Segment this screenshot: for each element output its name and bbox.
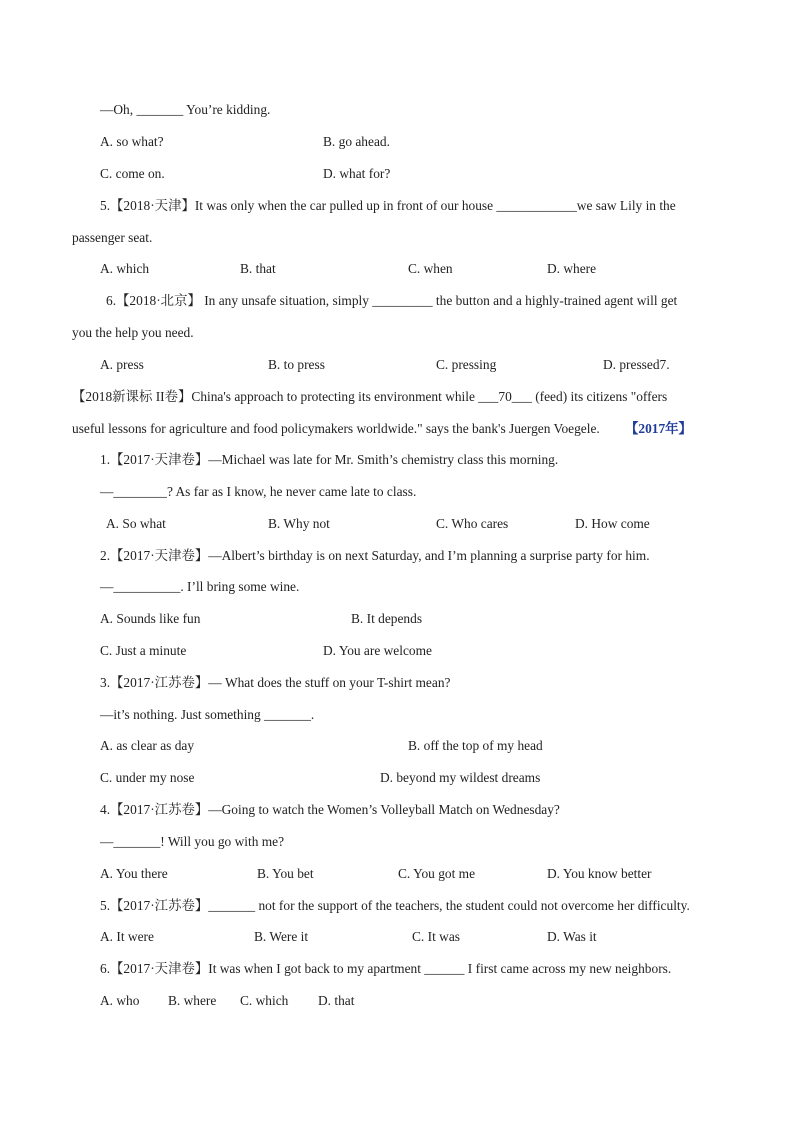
- option-text: B. off the top of my head: [408, 738, 543, 753]
- option-text: C. which: [240, 993, 289, 1008]
- line-text: A. who: [100, 993, 140, 1008]
- line-text: 5.【2018·天津】It was only when the car pulled up in front of our house ____________we saw Lily in the: [100, 198, 676, 213]
- option-text: D. what for?: [323, 166, 391, 181]
- option-text: B. where: [168, 993, 217, 1008]
- line-text: A. So what: [106, 516, 166, 531]
- option-text: D. How come: [575, 516, 650, 531]
- option-text: B. It depends: [351, 611, 423, 626]
- line-text: you the help you need.: [72, 325, 194, 340]
- line-text: A. as clear as day: [100, 738, 195, 753]
- line-text: A. It were: [100, 929, 154, 944]
- line-text: —_______! Will you go with me?: [100, 834, 285, 849]
- line-text: —__________. I’ll bring some wine.: [100, 579, 300, 594]
- option-text: D. You are welcome: [323, 643, 432, 658]
- line-text: 1.【2017·天津卷】—Michael was late for Mr. Smith’s chemistry class this morning.: [100, 452, 559, 467]
- line-text: 3.【2017·江苏卷】— What does the stuff on your T-shirt mean?: [100, 675, 451, 690]
- year-heading: 【2017年】: [625, 421, 692, 436]
- option-text: B. You bet: [257, 866, 314, 881]
- line-text: —it’s nothing. Just something _______.: [100, 707, 315, 722]
- line-text: 2.【2017·天津卷】—Albert’s birthday is on next Saturday, and I’m planning a surprise party for him.: [100, 548, 650, 563]
- line-text: —Oh, _______ You’re kidding.: [100, 102, 271, 117]
- option-text: D. beyond my wildest dreams: [380, 770, 541, 785]
- option-text: C. You got me: [398, 866, 476, 881]
- line-text: A. press: [100, 357, 144, 372]
- line-text: passenger seat.: [72, 230, 153, 245]
- option-text: D. that: [318, 993, 355, 1008]
- line-text: 4.【2017·江苏卷】—Going to watch the Women’s Volleyball Match on Wednesday?: [100, 802, 560, 817]
- line-text: C. under my nose: [100, 770, 195, 785]
- line-text: A. which: [100, 261, 150, 276]
- option-text: D. where: [547, 261, 597, 276]
- line-text: A. so what?: [100, 134, 164, 149]
- line-text: 6.【2018·北京】 In any unsafe situation, simply _________ the button and a highly-trained agent will get: [106, 293, 678, 308]
- line-text: 6.【2017·天津卷】It was when I got back to my apartment ______ I first came across my new neighbors.: [100, 961, 672, 976]
- line-text: useful lessons for agriculture and food policymakers worldwide." says the bank's Juergen Voegele.: [72, 421, 600, 436]
- option-text: C. Who cares: [436, 516, 509, 531]
- option-text: D. pressed7.: [603, 357, 670, 372]
- option-text: B. to press: [268, 357, 325, 372]
- line-text: A. You there: [100, 866, 168, 881]
- line-text: 【2018新课标 II卷】China's approach to protecting its environment while ___70___ (feed) its citizens "offers: [72, 389, 668, 404]
- line-text: C. Just a minute: [100, 643, 187, 658]
- line-text: C. come on.: [100, 166, 165, 181]
- option-text: B. Were it: [254, 929, 309, 944]
- option-text: B. go ahead.: [323, 134, 390, 149]
- option-text: D. Was it: [547, 929, 597, 944]
- option-text: C. when: [408, 261, 453, 276]
- option-text: C. It was: [412, 929, 460, 944]
- option-text: B. Why not: [268, 516, 330, 531]
- line-text: A. Sounds like fun: [100, 611, 201, 626]
- line-text: —________? As far as I know, he never came late to class.: [100, 484, 417, 499]
- option-text: B. that: [240, 261, 276, 276]
- line-text: 5.【2017·江苏卷】_______ not for the support of the teachers, the student could not overcome her difficulty.: [100, 898, 690, 913]
- option-text: C. pressing: [436, 357, 497, 372]
- option-text: D. You know better: [547, 866, 652, 881]
